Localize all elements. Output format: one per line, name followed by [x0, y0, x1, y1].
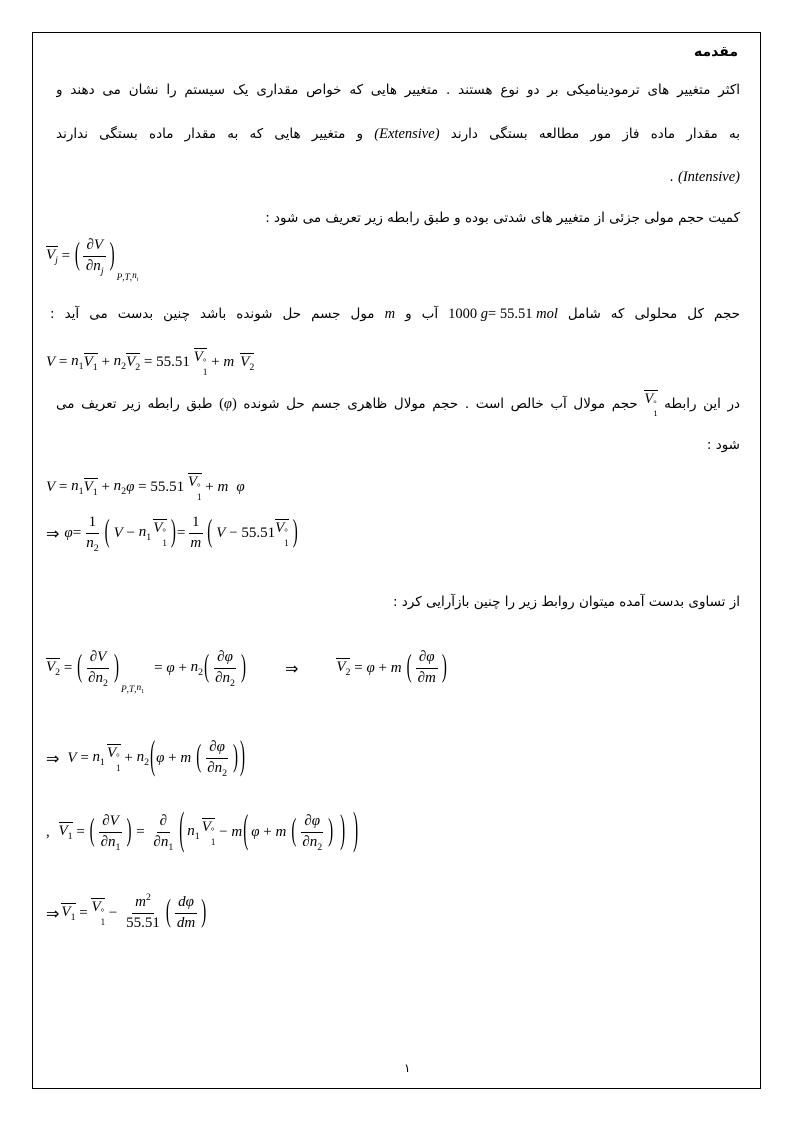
formula-v-expanded: ⇒ V = $n_1$ V ° 1 + $n_2$ ( φ + m ( $\frac{\partial\varphi}{\partial n_2}$ ) ) — [46, 735, 246, 779]
pure-water-sentence-continuation: شود : — [706, 437, 740, 453]
intro-paragraph-line-3: (Intensive) . — [669, 169, 740, 185]
page-title: مقدمه — [694, 44, 738, 60]
intro-paragraph-line-1: اکثر متغییر های ترمودینامیکی بر دو نوع هستند . متغییر هایی که خواص مقداری یک سیستم را نشان می دهند و — [56, 82, 740, 98]
intro-paragraph-line-2: به مقدار ماده فاز مور مطالعه بستگی دارند (Extensive) و متغییر هایی که به مقدار ماده بستگی ندارند — [56, 126, 740, 142]
pure-water-sentence: در این رابطه V ° 1 حجم مولال آب خالص است . حجم مولال ظاهری جسم حل شونده ( φ ) طبق رابطه زیر تعریف می — [56, 391, 740, 419]
formula-v2-derivative: $V_2$ = ( $\frac{\partial V}{\partial n_2}$ ) P , T , $n_1$ = φ + $n_2$ ( $\frac{\partial\varphi}{\partial n_2}$ ) ⇒ $V_2$ = φ + m ( $\frac{\partial\varphi}{\partial m}$ ) — [46, 649, 447, 696]
molar-volume-definition-line: کمیت حجم مولی جزئی از متغییر های شدتی بوده و طبق رابطه زیر تعریف می شود : — [265, 210, 740, 226]
formula-total-volume: V = $n_1$ $V_1$ + $n_2$ $V_2$ = 55.51 V ° 1 + m $V_2$ — [46, 349, 255, 377]
formula-apparent-molal-volume: V = $n_1$ $V_1$ + $n_2$ φ = 55.51 V ° 1 + m φ — [46, 474, 245, 502]
formula-partial-molar-volume-definition: $V_j$ = ( $\frac{\partial V}{\partial n_j}$ ) P , T , $n_i$ — [46, 237, 139, 284]
page-number: ۱ — [404, 1061, 411, 1075]
formula-v1-derivative: , $V_1$ = ( $\frac{\partial V}{\partial n_1}$ ) = $\frac{\partial}{\partial n_1}$ ( $n_1$ V ° 1 − m ( φ + m ( $\frac{\partial\varphi}{\partial n_2}$ ) ) ) — [46, 806, 359, 855]
formula-phi-solved: ⇒ φ = $\frac{1}{n_2}$ ( V − $n_1$ V ° 1 ) = $\frac{1}{m}$ ( V − 55.51 V ° 1 ) — [46, 514, 298, 554]
formula-v1-result: ⇒ $V_1$ = V ° 1 − $\frac{m^2}{55.51}$ ( $\frac{d\varphi}{dm}$ ) — [46, 892, 207, 931]
total-volume-sentence: حجم کل محلولی که شامل 1000 g = 55.51 mol آب و m مول جسم حل شونده باشد چنین بدست می آید : — [50, 306, 740, 323]
rearrangement-sentence: از تساوی بدست آمده میتوان روابط زیر را چنین بازآرایی کرد : — [392, 594, 740, 610]
